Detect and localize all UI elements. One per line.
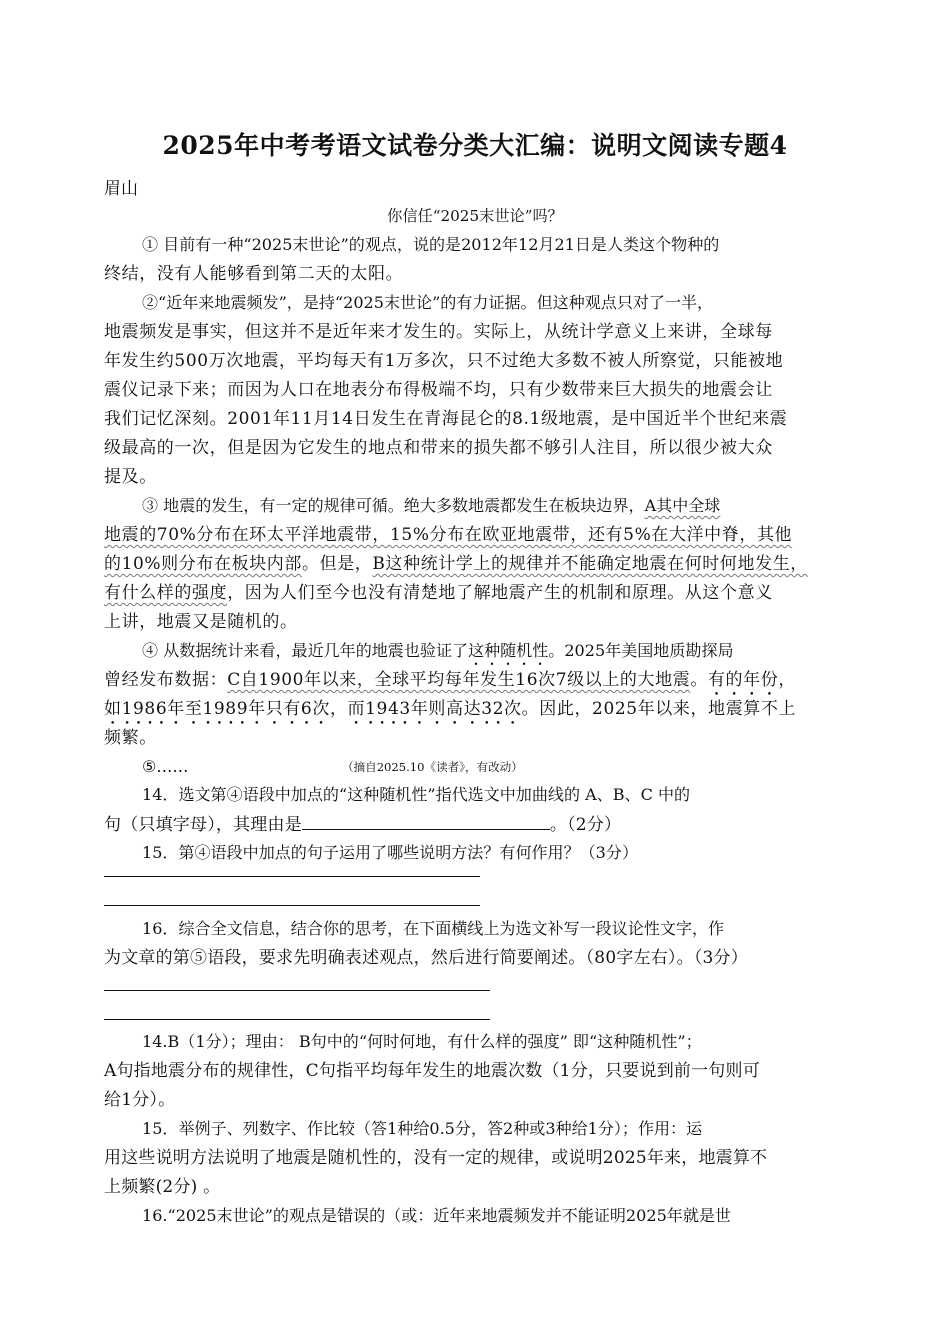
p4-plain-text: 。2025年美国地质勘探局 [548, 641, 734, 660]
p3-line-1 [142, 495, 892, 517]
q14-line-1: 14．选文第④语段中加点的“这种随机性”指代选文中加曲线的 A、B、C 中的 [142, 785, 691, 804]
p3-line-2 [104, 524, 854, 546]
p2-line-5: 我们记忆深刻。2001年11月14日发生在青海昆仑的8.1级地震，是中国近半个世纪来震 [104, 409, 788, 429]
a14-line-2: A句指地震分布的规律性，C句指平均每年发生的地震次数（1分，只要说到前一句则可 [104, 1061, 760, 1081]
p4-line-3 [104, 698, 854, 729]
p2-line-6: 级最高的一次，但是因为它发生的地点和带来的损失都不够引人注目，所以很少被大众 [104, 438, 773, 458]
q14-line-2 [104, 813, 854, 836]
p2-line-3: 年发生约500万次地震，平均每天有1万多次，只不过绝大多数不被人所察觉，只能被地 [104, 351, 784, 371]
a15-line-2: 用这些说明方法说明了地震是随机性的，没有一定的规律，或说明2025年来，地震算不 [104, 1148, 768, 1168]
p3-plain-text: ，因为人们至今也没有清楚地了解地震产生的机制和原理。从这个意义 [227, 583, 773, 603]
dotted-sentence: 如1986年至1989年只有6次，而1943年则高达32次 [104, 699, 522, 719]
sentence-b-wavy: B这种统计学上的规律并不能确定地震在何时何地发生， [372, 554, 808, 574]
q15-answer-line-1[interactable] [104, 876, 480, 877]
q16-line-2: 为文章的第⑤语段，要求先明确表述观点，然后进行简要阐述。（80字左右）。（3分） [104, 948, 748, 968]
p2-line-1: ②“近年来地震频发”，是持“2025末世论”的有力证据。但这种观点只对了一半， [142, 293, 714, 312]
sentence-a-wavy: A其中全球 [644, 496, 721, 515]
dotted-sentence: 有的年份， [707, 670, 796, 690]
q14-points: 。（2分） [549, 815, 622, 835]
a14-line-3: 给1分）。 [104, 1090, 176, 1110]
dotted-phrase: 这种随机性 [468, 641, 549, 660]
p3-line-4 [104, 582, 854, 604]
p4-line-1 [142, 640, 892, 669]
p5-line: ⑤…… [142, 757, 189, 776]
a15-line-1: 15．举例子、列数字、作比较（答1种给0.5分，答2种或3种给1分）；作用：运 [142, 1119, 703, 1138]
article-title: 你信任“2025末世论”吗？ [387, 207, 563, 225]
source-citation: （摘自2025.10《读者》，有改动） [342, 760, 523, 774]
sentence-b-wavy: 有什么样的强度 [104, 583, 228, 603]
sentence-c-wavy: C自1900年以来，全球平均每年发生16次7级以上的大地震 [227, 670, 691, 690]
region-label: 眉山 [104, 179, 138, 199]
p4-plain-text: 。 [690, 670, 708, 690]
p3-line-5: 上讲，地震又是随机的。 [104, 612, 298, 632]
p4-plain-text: 曾经发布数据： [104, 670, 228, 690]
p3-plain-text: 。但是， [302, 554, 373, 574]
q15-answer-line-2[interactable] [104, 905, 480, 906]
p4-plain-text: ④ 从数据统计来看，最近几年的地震也验证了 [142, 641, 469, 660]
p2-line-4: 震仪记录下来；而因为人口在地表分布得极端不均，只有少数带来巨大损失的地震会让 [104, 380, 773, 400]
p4-line-2 [104, 669, 854, 700]
p1-line-2: 终结，没有人能够看到第二天的太阳。 [104, 264, 404, 284]
sentence-a-wavy: 的10%则分布在板块内部 [104, 554, 302, 574]
p1-line-1: ① 目前有一种“2025末世论”的观点，说的是2012年12月21日是人类这个物种的 [142, 235, 720, 254]
p3-plain-text: ③ 地震的发生，有一定的规律可循。绝大多数地震都发生在板块边界， [142, 496, 645, 515]
p2-line-7: 提及。 [104, 467, 157, 487]
a15-line-3: 上频繁(2分) 。 [104, 1177, 221, 1197]
a16-line-1: 16.“2025末世论”的观点是错误的（或：近年来地震频发并不能证明2025年就是世 [142, 1206, 731, 1225]
p3-line-3 [104, 553, 854, 575]
q16-line-1: 16．综合全文信息，结合你的思考，在下面横线上为选文补写一段议论性文字，作 [142, 919, 725, 938]
sentence-a-wavy: 地震的70%分布在环太平洋地震带，15%分布在欧亚地震带，还有5%在大洋中脊，其他 [104, 525, 793, 545]
p2-line-2: 地震频发是事实，但这并不是近年来才发生的。实际上，从统计学意义上来讲，全球每 [104, 322, 773, 342]
q16-answer-line-1[interactable] [104, 990, 490, 991]
q16-answer-line-2[interactable] [104, 1019, 490, 1020]
q14-text: 句（只填字母），其理由是 [104, 815, 302, 835]
q14-answer-blank[interactable] [302, 813, 550, 830]
a14-line-1: 14.B（1分）；理由： B句中的“何时何地，有什么样的强度” 即“这种随机性”； [142, 1032, 702, 1051]
p4-line-4: 频繁。 [104, 728, 157, 748]
document-title: 2025年中考考语文试卷分类大汇编：说明文阅读专题4 [162, 131, 788, 160]
q15-line: 15．第④语段中加点的句子运用了哪些说明方法？有何作用？（3分） [142, 843, 638, 862]
p4-plain-text: 。因此，2025年以来，地震算不上 [521, 699, 797, 719]
